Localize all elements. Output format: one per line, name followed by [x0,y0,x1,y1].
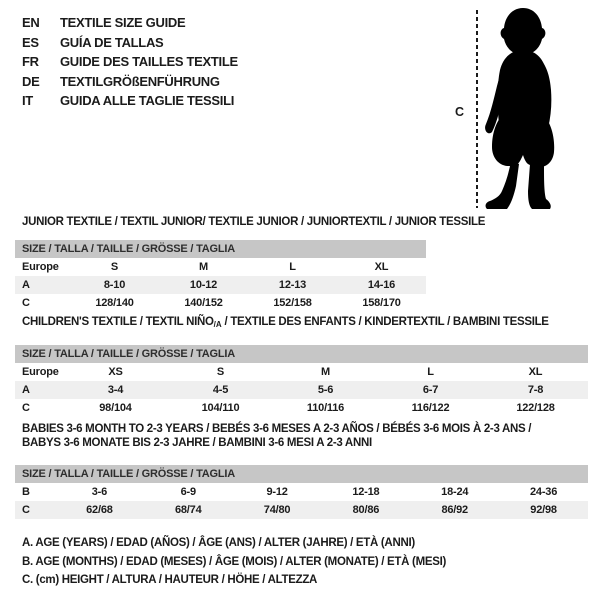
table-cell: 10-12 [189,279,218,291]
table-cell: 12-18 [352,486,380,498]
table-row [15,294,426,312]
lang-code: IT [22,93,33,108]
row-label: C [22,504,30,516]
row-label: A [22,279,30,291]
footnotes [22,534,446,590]
lang-label: TEXTILE SIZE GUIDE [60,15,186,30]
footnote-b: B. AGE (MONTHS) / EDAD (MESES) / ÂGE (MOIS) / ALTER (MONATE) / ETÀ (MESI) [22,555,447,568]
title-segment: CHILDREN'S TEXTILE / TEXTIL NIÑO [22,316,214,328]
table-cell: 140/152 [184,297,223,309]
row-label: B [22,486,30,498]
table-cell: XL [528,366,543,378]
table-cell: 3-4 [107,384,124,396]
title-subscript: /A [213,320,222,329]
table-cell: XS [108,366,123,378]
babies-size-table [15,465,588,519]
row-label: A [22,384,30,396]
lang-row-es [22,33,238,53]
lang-code: EN [22,15,40,30]
table-cell: 9-12 [266,486,288,498]
junior-size-table [15,240,426,312]
lang-label: GUIDE DES TAILLES TEXTILE [60,54,238,69]
table-cell: 3-6 [91,486,108,498]
babies-table-title [22,423,582,450]
children-table-title [22,316,549,332]
table-cell: L [289,261,296,273]
baby-silhouette-icon [483,6,573,211]
table-cell: 116/122 [411,402,450,414]
table-cell: 74/80 [263,504,291,516]
height-label: C [455,105,465,119]
lang-row-it [22,91,238,111]
lang-code: ES [22,34,39,50]
table-cell: 104/110 [201,402,240,414]
table-cell: 18-24 [441,486,469,498]
lang-row-en [22,13,238,33]
table-row [15,276,426,294]
size-header-bar: SIZE / TALLA / TAILLE / GRÖSSE / TAGLIA [15,240,426,258]
table-cell: 6-9 [180,486,196,498]
table-cell: 128/140 [95,297,134,309]
lang-label: GUÍA DE TALLAS [60,34,164,50]
table-cell: 80/86 [352,504,380,516]
height-measure-line [476,10,478,208]
table-cell: 62/68 [86,504,113,516]
table-cell: 12-13 [278,279,307,291]
lang-label: GUIDA ALLE TAGLIE TESSILI [60,93,235,108]
lang-row-fr [22,52,238,72]
lang-label: TEXTILGRÖßENFÜHRUNG [60,73,220,89]
lang-code: FR [22,54,39,69]
title-line-1: BABIES 3-6 MONTH TO 2-3 YEARS / BEBÉS 3-6 MESES A 2-3 AÑOS / BÉBÉS 3-6 MOIS À 2-3 ANS / [22,423,532,435]
table-cell: 6-7 [422,384,439,396]
table-cell: 14-16 [367,279,396,291]
table-cell: 5-6 [317,384,334,396]
table-row [15,399,588,417]
size-header-bar: SIZE / TALLA / TAILLE / GRÖSSE / TAGLIA [15,345,588,363]
table-row [15,483,588,501]
table-row [15,381,588,399]
title-line-2: BABYS 3-6 MONATE BIS 2-3 JAHRE / BAMBINI 3-6 MESI A 2-3 ANNI [22,436,372,449]
table-cell: M [199,261,208,273]
table-cell: M [321,366,330,378]
table-cell: S [216,366,225,378]
table-row [15,258,426,276]
table-cell: 122/128 [516,402,555,414]
footnote-c: C. (cm) HEIGHT / ALTURA / HAUTEUR / HÖHE / ALTEZZA [22,574,318,587]
table-cell: 8-10 [103,279,126,291]
table-row [15,363,588,381]
table-cell: 7-8 [527,384,544,396]
title-segment: / TEXTILE DES ENFANTS / KINDERTEXTIL / BAMBINI TESSILE [221,316,549,328]
size-header-bar: SIZE / TALLA / TAILLE / GRÖSSE / TAGLIA [15,465,588,483]
table-cell: 24-36 [529,486,558,498]
table-row [15,501,588,519]
junior-table-title: JUNIOR TEXTILE / TEXTIL JUNIOR/ TEXTILE JUNIOR / JUNIORTEXTIL / JUNIOR TESSILE [22,216,486,228]
row-label: Europe [22,366,59,378]
language-title-list [22,13,238,111]
row-label: C [22,402,30,414]
table-cell: 92/98 [530,504,557,516]
children-size-table [15,345,588,417]
table-cell: 110/116 [306,402,345,414]
footnote-a: A. AGE (YEARS) / EDAD (AÑOS) / ÂGE (ANS) / ALTER (JAHRE) / ETÀ (ANNI) [22,537,415,549]
table-cell: 152/158 [273,297,312,309]
row-label: C [22,297,30,309]
lang-code: DE [22,73,40,89]
lang-row-de [22,72,238,92]
row-label: Europe [22,261,59,273]
table-cell: S [110,261,119,273]
table-cell: XL [374,261,389,273]
table-cell: 68/74 [174,504,202,516]
table-cell: 98/104 [99,402,132,414]
table-cell: 86/92 [441,504,468,516]
table-cell: 4-5 [212,384,229,396]
table-cell: 158/170 [362,297,401,309]
table-cell: L [427,366,434,378]
